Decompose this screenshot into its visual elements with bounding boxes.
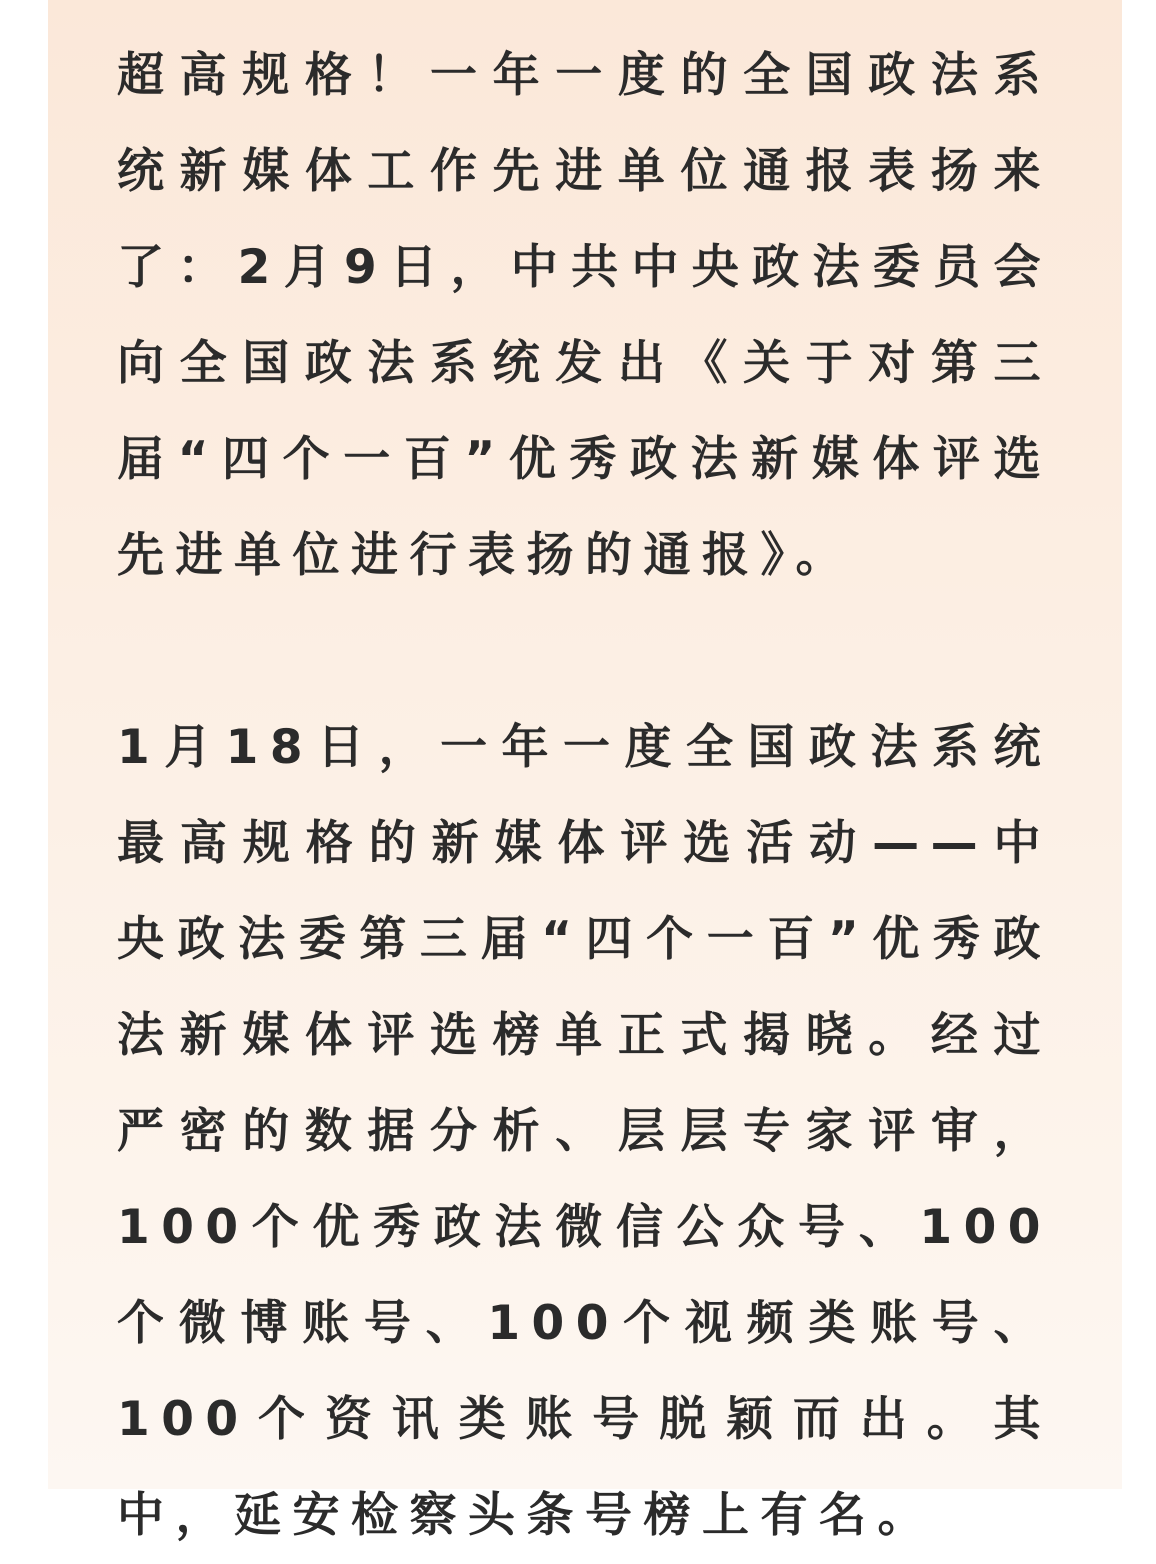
paragraph-announcement: 超高规格！一年一度的全国政法系统新媒体工作先进单位通报表扬来了：2月9日，中共中央政法委员会向全国政法系统发出《关于对第三届“四个一百”优秀政法新媒体评选先进单位进行表扬的通报》。 (117, 48, 1052, 583)
paragraph-results: 1月18日，一年一度全国政法系统最高规格的新媒体评选活动——中央政法委第三届“四个一百”优秀政法新媒体评选榜单正式揭晓。经过严密的数据分析、层层专家评审，100个优秀政法微信公众号、100个微博账号、100个视频类账号、100个资讯类账号脱颖而出。其中，延安检察头条号榜上有名。 (117, 720, 1052, 1543)
article-body (117, 28, 1052, 1564)
